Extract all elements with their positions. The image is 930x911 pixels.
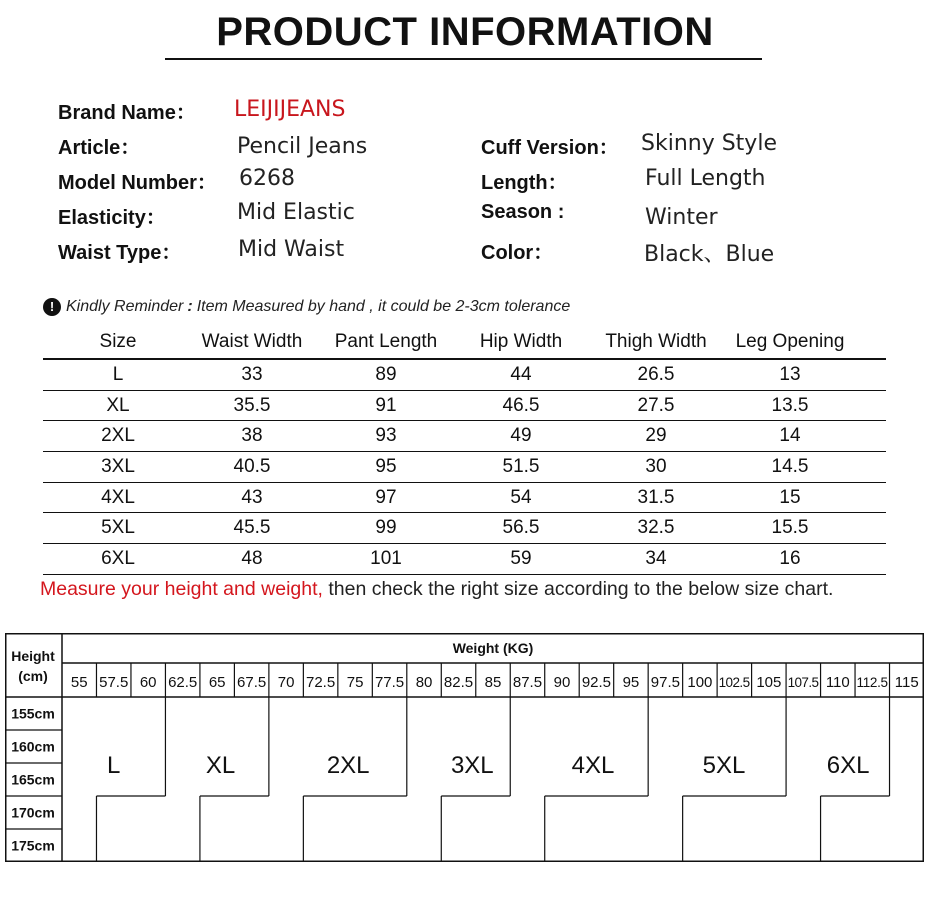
- waist-type-label: Waist Type：: [58, 242, 182, 264]
- table-cell: 99: [375, 517, 397, 539]
- cuff-version-label: Cuff Version：: [481, 137, 619, 159]
- table-cell: 91: [375, 394, 397, 416]
- cuff-version-value: Skinny Style: [641, 131, 777, 156]
- weight-tick-label: 90: [553, 674, 571, 691]
- table-header-cell: Leg Opening: [735, 331, 845, 352]
- table-header-cell: Hip Width: [479, 331, 563, 352]
- height-weight-size-chart: [5, 633, 925, 870]
- model-number-value: 6268: [239, 166, 295, 191]
- measure-instruction: [40, 578, 833, 601]
- table-cell: 15: [779, 486, 801, 508]
- height-tick-label: 160cm: [11, 738, 55, 755]
- measure-instruction-highlight: Measure your height and weight,: [40, 578, 323, 600]
- season-value: Winter: [645, 205, 718, 230]
- size-region-label: 6XL: [826, 752, 870, 779]
- table-cell: 54: [510, 486, 532, 508]
- table-cell: 16: [779, 548, 801, 570]
- waist-type-value: Mid Waist: [238, 237, 345, 262]
- table-cell: 13: [779, 364, 801, 385]
- table-cell: 15.5: [771, 517, 809, 539]
- table-cell: 49: [510, 425, 532, 447]
- weight-tick-label: 112.5: [856, 675, 889, 690]
- size-region-label: 4XL: [571, 752, 615, 779]
- table-row: [43, 452, 886, 483]
- table-cell: 40.5: [233, 456, 271, 478]
- table-cell: 32.5: [637, 517, 675, 539]
- weight-tick-label: 80: [415, 674, 433, 691]
- table-header-cell: Thigh Width: [605, 331, 707, 352]
- table-cell: 43: [241, 486, 263, 508]
- exclamation-icon: !: [43, 298, 61, 316]
- weight-tick-label: 77.5: [374, 674, 405, 691]
- table-cell: 31.5: [637, 486, 675, 508]
- height-tick-label: 165cm: [11, 771, 55, 788]
- weight-tick-label: 105: [756, 674, 782, 691]
- table-cell: 51.5: [502, 456, 540, 478]
- weight-tick-label: 107.5: [787, 675, 820, 690]
- weight-tick-label: 57.5: [99, 674, 129, 691]
- table-cell: 48: [241, 548, 263, 570]
- weight-tick-label: 55: [70, 674, 88, 691]
- table-header-cell: Size: [99, 331, 137, 352]
- table-cell: 5XL: [101, 517, 135, 539]
- height-tick-label: 170cm: [11, 804, 55, 821]
- length-value: Full Length: [645, 166, 766, 191]
- season-label: Season :: [481, 201, 565, 223]
- weight-tick-label: 65: [208, 674, 226, 691]
- weight-tick-label: 67.5: [237, 674, 267, 691]
- height-corner-unit: (cm): [18, 668, 48, 684]
- title-underline: [165, 58, 762, 60]
- table-cell: 27.5: [637, 394, 675, 416]
- length-label: Length：: [481, 172, 568, 194]
- table-cell: 44: [510, 364, 532, 385]
- weight-tick-label: 82.5: [443, 674, 474, 691]
- table-cell: 2XL: [101, 425, 135, 447]
- size-region-label: 2XL: [326, 752, 370, 779]
- weight-tick-label: 62.5: [168, 674, 198, 691]
- table-header-cell: Waist Width: [201, 331, 303, 352]
- color-label: Color：: [481, 242, 554, 264]
- weight-header: Weight (KG): [452, 640, 534, 656]
- weight-tick-label: 100: [687, 674, 713, 691]
- table-cell: 33: [241, 364, 263, 385]
- size-region-label: 3XL: [450, 752, 494, 779]
- table-row: [43, 391, 886, 422]
- table-cell: 14: [779, 425, 801, 447]
- table-cell: 95: [375, 456, 397, 478]
- table-header-cell: Pant Length: [334, 331, 438, 352]
- weight-tick-label: 102.5: [718, 675, 751, 690]
- elasticity-value: Mid Elastic: [237, 200, 355, 225]
- table-row: [43, 421, 886, 452]
- table-cell: L: [112, 364, 124, 385]
- table-cell: 59: [510, 548, 532, 570]
- measure-instruction-text: then check the right size according to the below size chart.: [322, 578, 834, 600]
- weight-tick-label: 87.5: [512, 674, 543, 691]
- table-cell: 14.5: [771, 456, 809, 478]
- table-header-row: [43, 326, 886, 360]
- weight-tick-label: 110: [825, 674, 850, 691]
- reminder-label: Kindly Reminder: [66, 298, 184, 315]
- brand-name-value: LEIJIJEANS: [234, 97, 346, 122]
- article-label: Article：: [58, 137, 141, 159]
- weight-tick-label: 70: [277, 674, 295, 691]
- table-cell: 3XL: [101, 456, 135, 478]
- table-cell: 13.5: [771, 394, 809, 416]
- size-measurement-table: [43, 326, 886, 575]
- weight-tick-label: 60: [139, 674, 157, 691]
- elasticity-label: Elasticity：: [58, 207, 166, 229]
- model-number-label: Model Number：: [58, 172, 217, 194]
- page-title: PRODUCT INFORMATION: [216, 10, 714, 54]
- weight-tick-label: 72.5: [305, 674, 336, 691]
- table-cell: XL: [106, 394, 130, 416]
- table-row: [43, 360, 886, 391]
- weight-tick-label: 75: [346, 674, 364, 691]
- table-cell: 35.5: [233, 394, 271, 416]
- table-cell: 6XL: [101, 548, 135, 570]
- table-cell: 45.5: [233, 517, 271, 539]
- brand-name-label: Brand Name：: [58, 102, 196, 124]
- weight-tick-label: 97.5: [650, 674, 681, 691]
- height-corner-label: Height: [11, 648, 55, 664]
- reminder-note: [43, 298, 570, 316]
- size-region-label: 5XL: [702, 752, 746, 779]
- table-cell: 97: [375, 486, 397, 508]
- table-cell: 30: [645, 456, 667, 478]
- table-row: [43, 513, 886, 544]
- size-chart-svg: [5, 633, 925, 865]
- weight-tick-label: 92.5: [581, 674, 612, 691]
- height-tick-label: 155cm: [11, 705, 55, 722]
- table-cell: 46.5: [502, 394, 540, 416]
- table-cell: 101: [370, 548, 402, 570]
- reminder-text: Item Measured by hand , it could be 2-3cm tolerance: [196, 298, 571, 315]
- table-row: [43, 483, 886, 514]
- table-cell: 26.5: [637, 364, 675, 385]
- table-cell: 56.5: [502, 517, 540, 539]
- reminder-colon: :: [187, 298, 193, 315]
- size-region-label: L: [107, 752, 121, 779]
- size-region-label: XL: [205, 752, 236, 779]
- table-cell: 34: [645, 548, 667, 570]
- table-cell: 38: [241, 425, 263, 447]
- table-cell: 93: [375, 425, 397, 447]
- table-row: [43, 544, 886, 575]
- height-tick-label: 175cm: [11, 837, 55, 854]
- color-value: Black、Blue: [644, 242, 775, 267]
- weight-tick-label: 115: [894, 674, 919, 691]
- table-cell: 29: [645, 425, 667, 447]
- table-cell: 4XL: [101, 486, 135, 508]
- weight-tick-label: 85: [484, 674, 502, 691]
- weight-tick-label: 95: [622, 674, 640, 691]
- article-value: Pencil Jeans: [237, 134, 368, 159]
- table-cell: 89: [375, 364, 397, 385]
